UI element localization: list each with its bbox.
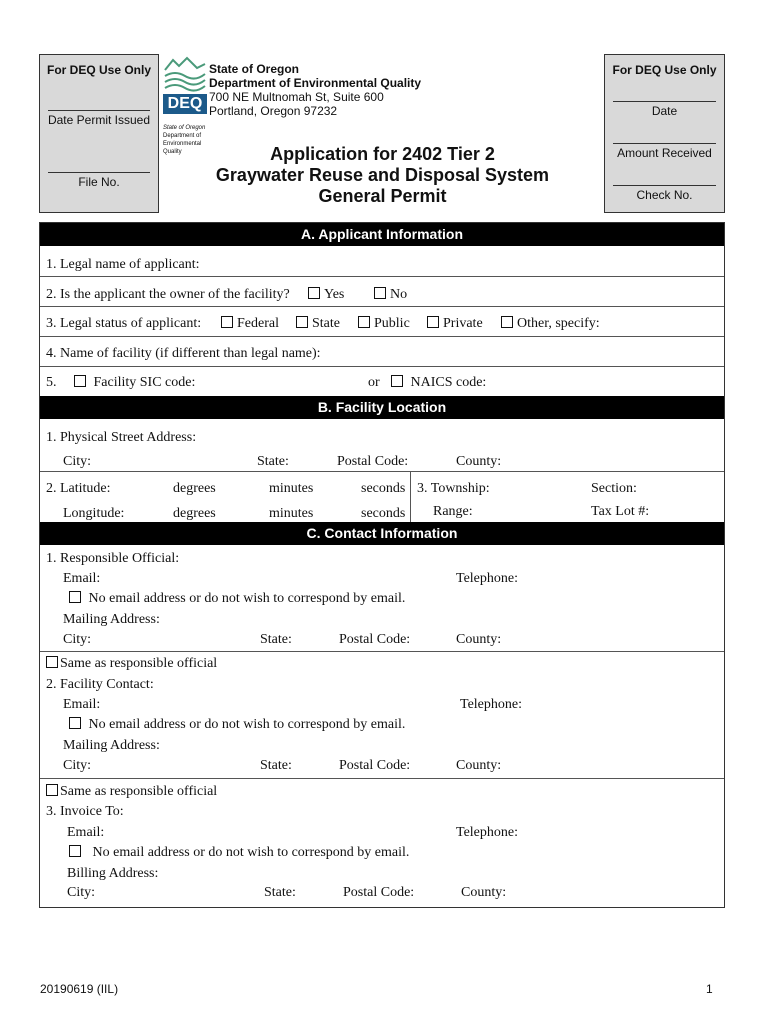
c3-email-label: Email: xyxy=(67,825,105,840)
logo-sub-2: Department of xyxy=(163,133,202,139)
amount-received-label: Amount Received xyxy=(617,146,712,160)
status-private-option[interactable] xyxy=(427,316,483,332)
c3-telephone-label: Telephone: xyxy=(456,825,518,840)
c3-state-label: State: xyxy=(264,885,296,900)
org-state: State of Oregon xyxy=(209,62,300,76)
c3-same-as-label: Same as responsible official xyxy=(60,784,218,799)
c3-postal-label: Postal Code: xyxy=(343,885,415,900)
no-label: No xyxy=(390,287,408,302)
c1-postal-label: Postal Code: xyxy=(339,632,411,647)
responsible-official-label: 1. Responsible Official: xyxy=(46,551,180,566)
c2-same-as-label: Same as responsible official xyxy=(60,656,218,671)
public-checkbox[interactable] xyxy=(358,316,370,328)
no-checkbox[interactable] xyxy=(374,287,386,299)
q5-number: 5. xyxy=(46,375,57,390)
date-issued-line xyxy=(48,110,150,111)
lat-minutes-label: minutes xyxy=(269,481,314,496)
org-address xyxy=(209,62,421,118)
private-label: Private xyxy=(443,316,483,331)
mountain-logo-icon xyxy=(163,56,207,92)
c2-no-email-option[interactable] xyxy=(69,717,405,733)
c1-city-label: City: xyxy=(63,632,92,647)
c1-state-label: State: xyxy=(260,632,292,647)
long-degrees-label: degrees xyxy=(173,506,216,521)
c3-no-email-checkbox[interactable] xyxy=(69,845,81,857)
legal-name-label: 1. Legal name of applicant: xyxy=(46,257,200,272)
c1-mailing-label: Mailing Address: xyxy=(63,612,160,627)
long-seconds-label: seconds xyxy=(361,506,406,521)
row-divider xyxy=(40,366,724,367)
owner-question-label: 2. Is the applicant the owner of the facility? xyxy=(46,287,290,302)
sic-label: Facility SIC code: xyxy=(93,375,196,390)
file-no-label: File No. xyxy=(78,175,120,189)
township-label: 3. Township: xyxy=(417,481,490,496)
sic-code-option[interactable] xyxy=(74,375,195,391)
c3-same-as-checkbox[interactable] xyxy=(46,784,58,796)
c3-no-email-label: No email address or do not wish to correspond by email. xyxy=(92,845,410,860)
page-number: 1 xyxy=(706,982,713,996)
b-city-label: City: xyxy=(63,454,92,469)
c1-no-email-label: No email address or do not wish to correspond by email. xyxy=(88,591,406,606)
title-line-1: Application for 2402 Tier 2 xyxy=(270,144,495,164)
yes-checkbox[interactable] xyxy=(308,287,320,299)
row-divider xyxy=(40,651,724,652)
c2-mailing-label: Mailing Address: xyxy=(63,738,160,753)
deq-use-header: For DEQ Use Only xyxy=(612,63,717,77)
state-checkbox[interactable] xyxy=(296,316,308,328)
invoice-to-label: 3. Invoice To: xyxy=(46,804,124,819)
org-street: 700 NE Multnomah St, Suite 600 xyxy=(209,90,384,104)
lat-degrees-label: degrees xyxy=(173,481,216,496)
section-c-header: C. Contact Information xyxy=(40,522,724,545)
status-federal-option[interactable] xyxy=(221,316,279,332)
federal-label: Federal xyxy=(237,316,279,331)
deq-use-box-right xyxy=(604,54,725,213)
status-other-option[interactable] xyxy=(501,316,600,332)
c1-county-label: County: xyxy=(456,632,502,647)
other-label: Other, specify: xyxy=(517,316,600,331)
page-title xyxy=(200,144,565,207)
naics-code-option[interactable] xyxy=(391,375,486,391)
c2-city-label: City: xyxy=(63,758,92,773)
column-divider xyxy=(410,471,411,523)
title-line-3: General Permit xyxy=(318,186,447,206)
private-checkbox[interactable] xyxy=(427,316,439,328)
b-county-label: County: xyxy=(456,454,502,469)
legal-status-label: 3. Legal status of applicant: xyxy=(46,316,202,331)
status-public-option[interactable] xyxy=(358,316,410,332)
tax-lot-label: Tax Lot #: xyxy=(591,504,650,519)
or-label: or xyxy=(368,375,380,390)
row-divider xyxy=(40,306,724,307)
c2-telephone-label: Telephone: xyxy=(460,697,522,712)
c2-same-as-option[interactable] xyxy=(46,656,217,672)
row-divider xyxy=(40,336,724,337)
c2-postal-label: Postal Code: xyxy=(339,758,411,773)
owner-no-option[interactable] xyxy=(374,287,407,303)
c2-email-label: Email: xyxy=(63,697,101,712)
c1-no-email-option[interactable] xyxy=(69,591,405,607)
row-divider xyxy=(40,471,724,472)
b-postal-label: Postal Code: xyxy=(337,454,409,469)
c3-no-email-option[interactable] xyxy=(69,845,409,861)
c2-same-as-checkbox[interactable] xyxy=(46,656,58,668)
row-divider xyxy=(40,276,724,277)
c1-email-label: Email: xyxy=(63,571,101,586)
c3-county-label: County: xyxy=(461,885,507,900)
yes-label: Yes xyxy=(324,287,345,302)
check-line xyxy=(613,185,716,186)
naics-label: NAICS code: xyxy=(410,375,487,390)
logo-sub-3: Environmental xyxy=(163,141,202,147)
logo-sub-1: State of Oregon xyxy=(163,125,206,131)
facility-name-label: 4. Name of facility (if different than legal name): xyxy=(46,346,321,361)
physical-address-label: 1. Physical Street Address: xyxy=(46,430,197,445)
naics-checkbox[interactable] xyxy=(391,375,403,387)
application-form xyxy=(39,222,725,908)
check-no-label: Check No. xyxy=(636,188,693,202)
date-line xyxy=(613,101,716,102)
c3-same-as-option[interactable] xyxy=(46,784,217,800)
facility-contact-label: 2. Facility Contact: xyxy=(46,677,154,692)
c1-telephone-label: Telephone: xyxy=(456,571,518,586)
footer-code: 20190619 (IIL) xyxy=(40,982,119,996)
lat-seconds-label: seconds xyxy=(361,481,406,496)
row-divider xyxy=(40,778,724,779)
logo-wordmark: DEQ xyxy=(163,94,207,114)
deq-use-box-left xyxy=(39,54,159,213)
logo-sub-4: Quality xyxy=(163,149,182,155)
section-b-header: B. Facility Location xyxy=(40,396,724,419)
amount-line xyxy=(613,143,716,144)
federal-checkbox[interactable] xyxy=(221,316,233,328)
date-label: Date xyxy=(651,104,678,118)
b-state-label: State: xyxy=(257,454,289,469)
public-label: Public xyxy=(374,316,410,331)
c2-no-email-checkbox[interactable] xyxy=(69,717,81,729)
title-line-2: Graywater Reuse and Disposal System xyxy=(215,165,550,185)
longitude-label: Longitude: xyxy=(63,506,125,521)
c3-billing-label: Billing Address: xyxy=(67,866,159,881)
file-no-line xyxy=(48,172,150,173)
other-checkbox[interactable] xyxy=(501,316,513,328)
section-label: Section: xyxy=(591,481,637,496)
latitude-label: 2. Latitude: xyxy=(46,481,111,496)
c3-city-label: City: xyxy=(67,885,96,900)
section-a-header: A. Applicant Information xyxy=(40,223,724,246)
range-label: Range: xyxy=(433,504,473,519)
state-label: State xyxy=(312,316,340,331)
c2-state-label: State: xyxy=(260,758,292,773)
c1-no-email-checkbox[interactable] xyxy=(69,591,81,603)
org-city: Portland, Oregon 97232 xyxy=(209,104,338,118)
date-permit-issued-label: Date Permit Issued xyxy=(47,113,151,127)
deq-use-header: For DEQ Use Only xyxy=(46,63,152,77)
owner-yes-option[interactable] xyxy=(308,287,344,303)
c2-no-email-label: No email address or do not wish to correspond by email. xyxy=(88,717,406,732)
c2-county-label: County: xyxy=(456,758,502,773)
status-state-option[interactable] xyxy=(296,316,340,332)
long-minutes-label: minutes xyxy=(269,506,314,521)
org-department: Department of Environmental Quality xyxy=(209,76,422,90)
sic-checkbox[interactable] xyxy=(74,375,86,387)
